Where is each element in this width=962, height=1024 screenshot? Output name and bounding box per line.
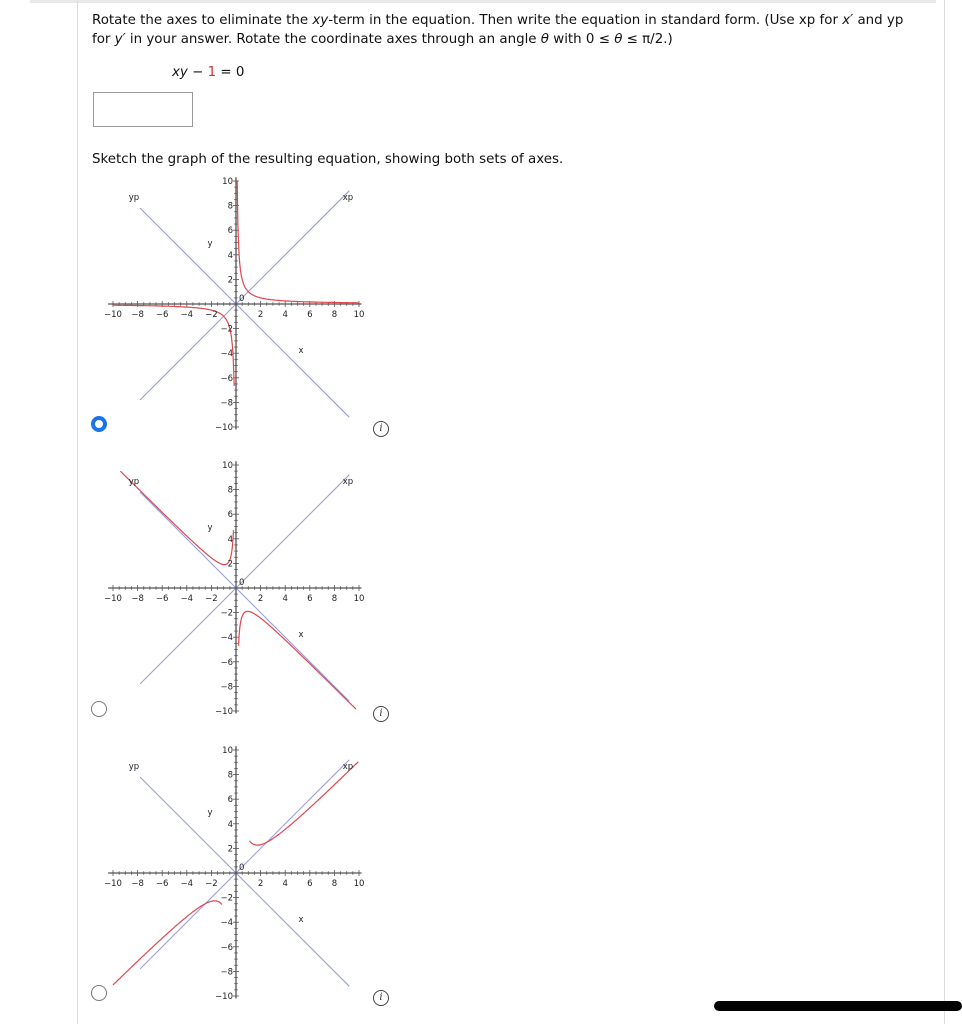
x-tick-label: −2 (205, 879, 218, 889)
xp-axis-label: xp (342, 477, 354, 487)
y-axis-label: y (207, 808, 213, 818)
radio-option-a[interactable] (91, 416, 107, 432)
equation: xy − 1 = 0 (172, 65, 245, 80)
radio-option-c[interactable] (91, 985, 107, 1001)
rotated-xp-axis (140, 475, 349, 684)
x-tick-label: 6 (307, 310, 313, 320)
graph-option-c (104, 746, 380, 1002)
radio-option-b[interactable] (91, 701, 107, 717)
x-tick-label: −4 (180, 879, 194, 889)
rotated-xp-axis (140, 760, 349, 969)
y-tick-label: −6 (220, 942, 233, 953)
y-tick-label: −4 (220, 633, 233, 644)
y-tick-label: 2 (227, 275, 233, 286)
x-tick-label: 10 (353, 879, 365, 889)
origin-label: 0 (239, 863, 245, 873)
yp-axis-label: yp (128, 762, 140, 772)
x-tick-label: 4 (282, 879, 288, 889)
y-tick-label: −4 (220, 918, 233, 929)
hyperbola-branch (239, 611, 356, 709)
x-tick-label: −6 (155, 879, 169, 889)
origin-label: 0 (239, 294, 245, 304)
y-tick-label: −8 (220, 398, 233, 409)
graph-svg (104, 177, 380, 433)
y-tick-label: −10 (215, 707, 233, 717)
x-tick-label: −4 (180, 310, 194, 320)
x-tick-label: −10 (104, 879, 122, 889)
y-tick-label: 6 (227, 795, 233, 806)
x-axis-label: x (298, 915, 304, 925)
y-tick-label: −10 (215, 992, 233, 1002)
x-tick-label: 4 (282, 310, 288, 320)
graph-option-a (104, 177, 380, 433)
y-tick-label: −8 (220, 967, 233, 978)
y-tick-label: 6 (227, 510, 233, 521)
y-tick-label: 10 (222, 746, 233, 756)
y-tick-label: 4 (227, 819, 233, 830)
hyperbola-branch (113, 901, 222, 985)
y-tick-label: 8 (227, 770, 233, 781)
y-tick-label: −4 (220, 349, 233, 360)
x-tick-label: −8 (131, 310, 144, 320)
y-tick-label: 6 (227, 226, 233, 237)
x-tick-label: −8 (131, 594, 144, 604)
x-tick-label: −2 (205, 594, 218, 604)
y-tick-label: 8 (227, 201, 233, 212)
horizontal-scrollbar[interactable] (714, 1001, 962, 1011)
x-tick-label: −6 (155, 594, 169, 604)
yp-axis-label: yp (128, 477, 140, 487)
x-tick-label: 2 (257, 310, 264, 320)
graph-svg (104, 461, 380, 717)
x-tick-label: 6 (307, 879, 313, 889)
y-tick-label: −6 (220, 373, 233, 384)
y-axis-label: y (207, 239, 213, 249)
x-tick-label: −10 (104, 310, 122, 320)
sketch-prompt: Sketch the graph of the resulting equation, showing both sets of axes. (92, 152, 564, 167)
y-tick-label: −6 (220, 657, 233, 668)
yp-axis-label: yp (128, 193, 140, 203)
x-tick-label: 10 (353, 310, 365, 320)
x-tick-label: −6 (155, 310, 169, 320)
answer-input[interactable] (93, 92, 193, 127)
y-tick-label: −8 (220, 682, 233, 693)
x-tick-label: −10 (104, 594, 122, 604)
x-tick-label: 8 (331, 594, 338, 604)
x-tick-label: 6 (307, 594, 313, 604)
x-tick-label: 10 (353, 594, 365, 604)
x-axis-label: x (298, 630, 304, 640)
y-tick-label: −2 (220, 324, 233, 335)
x-tick-label: 4 (282, 594, 288, 604)
x-tick-label: −8 (131, 879, 144, 889)
y-tick-label: 4 (227, 250, 233, 261)
y-tick-label: −10 (215, 423, 233, 433)
x-tick-label: 2 (257, 594, 264, 604)
x-tick-label: 8 (331, 310, 338, 320)
y-tick-label: 10 (222, 461, 233, 471)
x-tick-label: −2 (205, 310, 218, 320)
info-icon[interactable]: i (373, 990, 389, 1006)
y-tick-label: 8 (227, 485, 233, 496)
info-icon[interactable]: i (373, 706, 389, 722)
x-tick-label: 2 (257, 879, 264, 889)
x-tick-label: 8 (331, 879, 338, 889)
y-axis-label: y (207, 523, 213, 533)
y-tick-label: −2 (220, 893, 233, 904)
y-tick-label: 2 (227, 559, 233, 570)
y-tick-label: 2 (227, 844, 233, 855)
y-tick-label: −2 (220, 608, 233, 619)
y-tick-label: 4 (227, 534, 233, 545)
xp-axis-label: xp (342, 193, 354, 203)
rotated-yp-axis (140, 208, 349, 417)
graph-svg (104, 746, 380, 1002)
question-text: Rotate the axes to eliminate the xy-term in the equation. Then write the equation in standard form. (Use xp for x′ and yp for y′ in your answer. Rotate the coordinate axes through an angle θ with 0 ≤ θ ≤ π/2.) (92, 13, 904, 47)
graph-option-b (104, 461, 380, 717)
xp-axis-label: xp (342, 762, 354, 772)
rotated-xp-axis (140, 191, 349, 400)
info-icon[interactable]: i (373, 421, 389, 437)
rotated-yp-axis (140, 777, 349, 986)
x-axis-label: x (298, 346, 304, 356)
hyperbola-branch (250, 762, 359, 845)
origin-label: 0 (239, 578, 245, 588)
x-tick-label: −4 (180, 594, 194, 604)
y-tick-label: 10 (222, 177, 233, 187)
rotated-yp-axis (140, 492, 349, 701)
